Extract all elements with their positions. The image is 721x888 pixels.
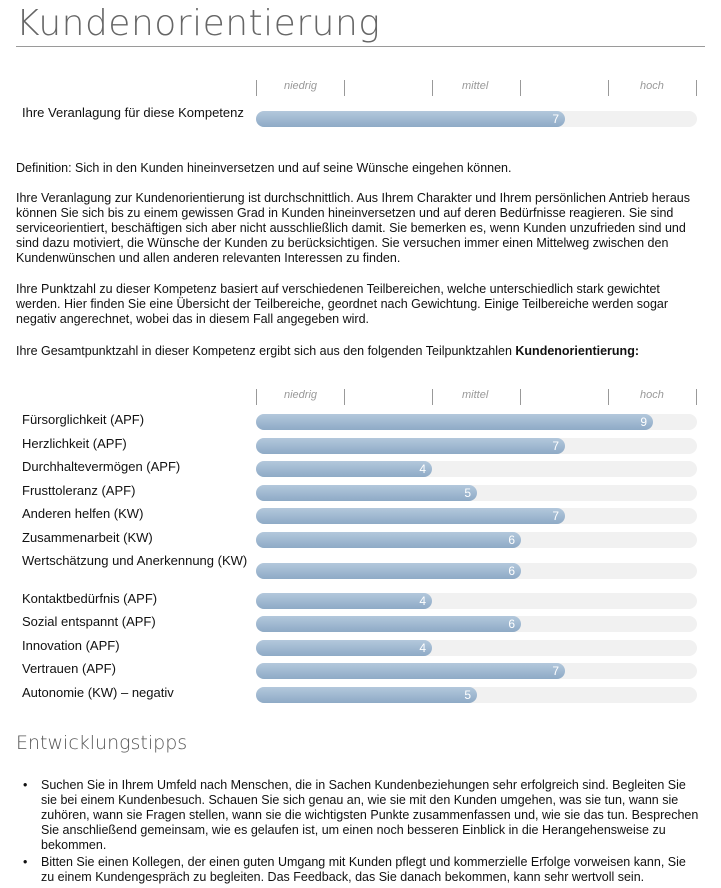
tips-heading: Entwicklungstipps [16, 732, 188, 754]
subscore-row [22, 552, 698, 586]
subscore-label: Fürsorglichkeit (APF) [22, 412, 145, 427]
subscore-value: 9 [640, 415, 647, 429]
subscore-row [22, 590, 698, 612]
bullet-icon: • [23, 855, 28, 869]
scale-high-label: hoch [640, 80, 664, 92]
scale-low-label: niedrig [284, 80, 318, 92]
subscore-value: 7 [552, 439, 559, 453]
subscore-row [22, 411, 698, 433]
subscore-bar [256, 508, 565, 524]
subscore-row [22, 637, 698, 659]
subscore-label: Anderen helfen (KW) [22, 506, 144, 521]
subscore-bar [256, 461, 432, 477]
subscore-track [256, 593, 697, 609]
subscore-track [256, 563, 697, 579]
scale-low-label: niedrig [284, 389, 318, 401]
subscore-label: Sozial entspannt (APF) [22, 614, 156, 629]
total-intro: Ihre Gesamtpunktzahl in dieser Kompetenz ergibt sich aus den folgenden Teilpunktzahlen [16, 344, 516, 358]
subscore-row [22, 684, 698, 706]
overall-score-row [22, 104, 698, 138]
subscore-bar [256, 532, 521, 548]
subscore-label: Kontaktbedürfnis (APF) [22, 591, 158, 606]
subscore-label: Durchhaltevermögen (APF) [22, 459, 181, 474]
subscore-row [22, 529, 698, 551]
subscore-track [256, 532, 697, 548]
subscore-bar [256, 438, 565, 454]
subscore-value: 7 [552, 664, 559, 678]
overall-scale-labels [256, 80, 696, 96]
subscore-value: 4 [419, 462, 426, 476]
subscore-label: Wertschätzung und Anerkennung (KW) [22, 553, 248, 568]
subscore-track [256, 485, 697, 501]
subscore-label: Zusammenarbeit (KW) [22, 530, 153, 545]
subscore-value: 6 [508, 617, 515, 631]
subscore-value: 7 [552, 509, 559, 523]
scale-high-label: hoch [640, 389, 664, 401]
definition-text: Definition: Sich in den Kunden hineinversetzen und auf seine Wünsche eingehen können. [16, 161, 512, 175]
subscore-label: Innovation (APF) [22, 638, 120, 653]
weighting-text: Ihre Punktzahl zu dieser Kompetenz basiert auf verschiedenen Teilbereichen, welche unterschiedlich stark gewichtet werden. Hier finden Sie eine Übersicht der Teilbereiche, geordnet nach Gewichtung. Einige Teilbereiche werden sogar negativ angerechnet, wobei das in diesem Fall angegeben wird. [16, 282, 669, 326]
subscore-scale-labels [256, 389, 696, 405]
overall-score-label: Ihre Veranlagung für diese Kompetenz [22, 105, 244, 120]
subscore-track [256, 616, 697, 632]
subscore-label: Herzlichkeit (APF) [22, 436, 127, 451]
subscore-value: 4 [419, 594, 426, 608]
tip-text: Bitten Sie einen Kollegen, der einen guten Umgang mit Kunden pflegt und kommerzielle Erfolge vorweisen kann, Sie zu einem Kundengespräch zu begleiten. Das Feedback, das Sie danach bekommen, kann sehr wertvoll sein. [41, 855, 686, 884]
subscore-track [256, 508, 697, 524]
subscore-track [256, 438, 697, 454]
list-item [22, 778, 702, 853]
subscore-bar [256, 485, 477, 501]
subscore-row [22, 613, 698, 635]
subscore-bar [256, 414, 653, 430]
overall-score-bar [256, 111, 565, 127]
subscore-track [256, 687, 697, 703]
total-intro-text [16, 344, 706, 359]
subscore-bar [256, 563, 521, 579]
subscore-bar [256, 616, 521, 632]
page-title: Kundenorientierung [16, 3, 381, 44]
bullet-icon: • [23, 778, 28, 792]
subscore-value: 6 [508, 533, 515, 547]
subscore-row [22, 660, 698, 682]
description-text: Ihre Veranlagung zur Kundenorientierung ist durchschnittlich. Aus Ihrem Charakter und Ihrem persönlichen Antrieb heraus können Sie sich bis zu einem gewissen Grad in Kunden hineinversetzen und auf deren Bedürfnisse reagieren. Sie sind serviceorientiert, beschäftigen sich aber nicht ausschließlich damit. Sie bemerken es, wenn Kunden unzufrieden sind und sind dazu motiviert, die Wünsche der Kunden zu berücksichtigen. Sie versuchen immer einen Mittelweg zwischen den Kundenwünschen und allen anderen relevanten Interessen zu finden. [16, 191, 690, 265]
subscore-value: 4 [419, 641, 426, 655]
scale-mid-label: mittel [462, 389, 489, 401]
subscore-row [22, 482, 698, 504]
subscore-label: Vertrauen (APF) [22, 661, 116, 676]
subscore-track [256, 663, 697, 679]
subscore-row [22, 458, 698, 480]
title-divider [16, 46, 705, 47]
subscore-label: Frusttoleranz (APF) [22, 483, 136, 498]
overall-score-track [256, 111, 697, 127]
list-item [22, 855, 702, 885]
overall-score-value: 7 [552, 112, 559, 126]
subscore-bar [256, 663, 565, 679]
total-intro-bold: Kundenorientierung: [515, 344, 639, 358]
subscore-track [256, 414, 697, 430]
subscore-value: 6 [508, 564, 515, 578]
subscore-value: 5 [464, 486, 471, 500]
subscore-value: 5 [464, 688, 471, 702]
subscore-bar [256, 640, 432, 656]
tip-text: Suchen Sie in Ihrem Umfeld nach Menschen, die in Sachen Kundenbeziehungen sehr erfolgreich sind. Begleiten Sie sie bei einem Kundenbesuch. Schauen Sie sich genau an, wie sie mit den Kunden umgehen, was sie tun, wann sie zuhören, wann sie Fragen stellen, wann sie die wichtigsten Punkte zusammenfassen und, wie sie das tun. Besprechen Sie anschließend gemeinsam, wie es gelaufen ist, um einen noch besseren Einblick in die Herangehensweise zu bekommen. [41, 778, 699, 852]
subscore-row [22, 505, 698, 527]
subscore-bar [256, 687, 477, 703]
tips-list [22, 778, 702, 887]
subscore-row [22, 435, 698, 457]
subscore-bar [256, 593, 432, 609]
subscore-track [256, 640, 697, 656]
subscore-track [256, 461, 697, 477]
scale-mid-label: mittel [462, 80, 489, 92]
subscore-label: Autonomie (KW) – negativ [22, 685, 174, 700]
